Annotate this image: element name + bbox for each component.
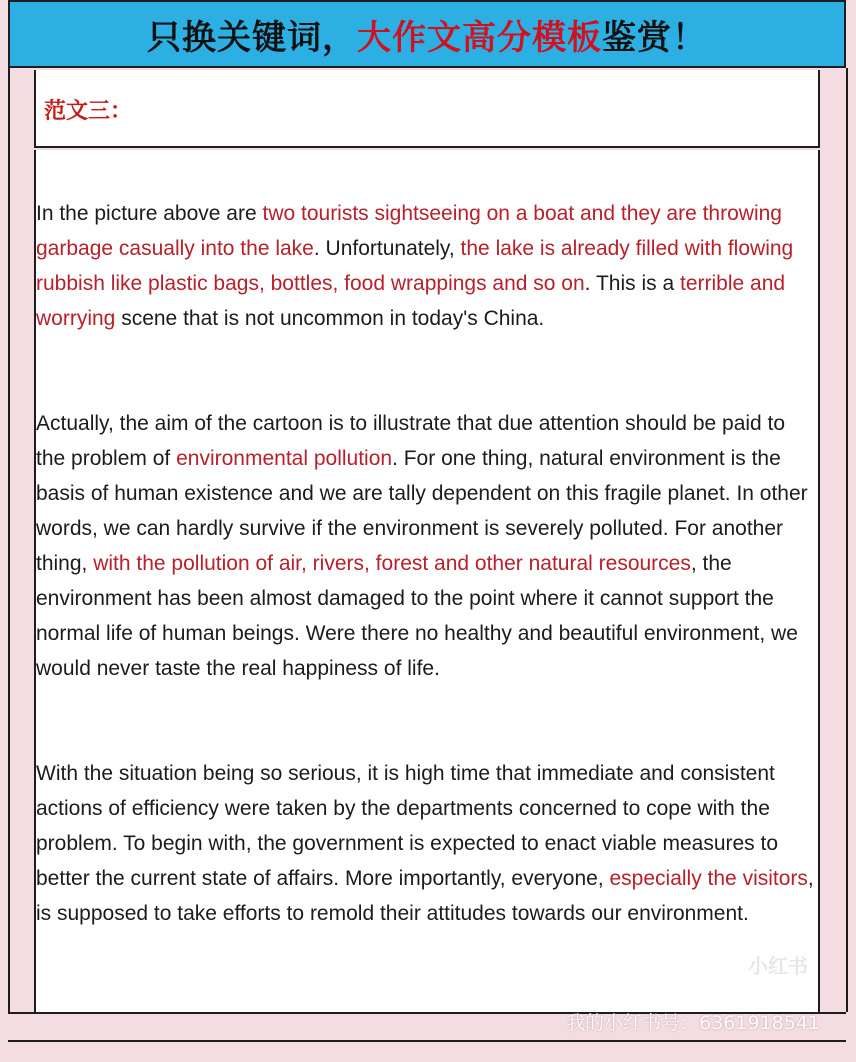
title-part-3: 鉴赏！ — [602, 17, 707, 58]
text-segment: , the environment has been almost damaged to the point where it cannot support the normal life of human beings. Were there no healthy and beautiful environment, we would never taste the real happiness of life. — [36, 552, 798, 680]
heading-box — [34, 70, 820, 148]
section-heading: 范文三： — [44, 99, 133, 124]
essay-paragraph-1 — [36, 196, 820, 336]
text-segment: With the situation being so serious, it is high time that immediate and consistent actions of efficiency were taken by the departments concerned to cope with the problem. To begin with, the government is expected to enact viable measures to better the current state of affairs. More importantly, everyone, — [36, 762, 779, 890]
text-segment: scene that is not uncommon in today's China. — [115, 307, 545, 330]
right-border-line — [846, 68, 848, 1012]
essay-paragraph-2 — [36, 406, 820, 686]
essay-body — [34, 150, 820, 1012]
account-watermark: 我的小红书号：6361918541 — [566, 1012, 820, 1034]
text-segment: Actually, the aim of the cartoon is to illustrate that due attention should be paid to the problem of — [36, 412, 786, 470]
text-segment: . This is a — [584, 272, 680, 295]
title-part-2: 大作文高分模板 — [357, 17, 602, 58]
text-segment: . For one thing, natural environment is the basis of human existence and we are tally dependent on this fragile planet. In other words, we can hardly survive if the environment is severely polluted. For another thing, — [36, 447, 808, 575]
highlighted-phrase: two tourists sightseeing on a boat and they are throwing garbage casually into the lake — [36, 202, 782, 260]
essay-paragraph-3 — [36, 756, 820, 931]
text-segment: , is supposed to take efforts to remold their attitudes towards our environment. — [36, 867, 814, 925]
app-logo-watermark: 小红书 — [748, 954, 808, 978]
left-border-line — [8, 68, 10, 1012]
highlighted-phrase: environmental pollution — [176, 447, 393, 470]
highlighted-phrase: with the pollution of air, rivers, forest and other natural resources — [93, 552, 691, 575]
highlighted-phrase: terrible and worrying — [36, 272, 786, 330]
title-part-1: 只换关键词， — [147, 17, 357, 58]
text-segment: In the picture above are — [36, 202, 263, 225]
title-banner — [8, 0, 846, 68]
text-segment: . Unfortunately, — [313, 237, 461, 260]
highlighted-phrase: especially the visitors — [609, 867, 808, 890]
highlighted-phrase: the lake is already filled with flowing rubbish like plastic bags, bottles, food wrappings and so on — [36, 237, 794, 295]
